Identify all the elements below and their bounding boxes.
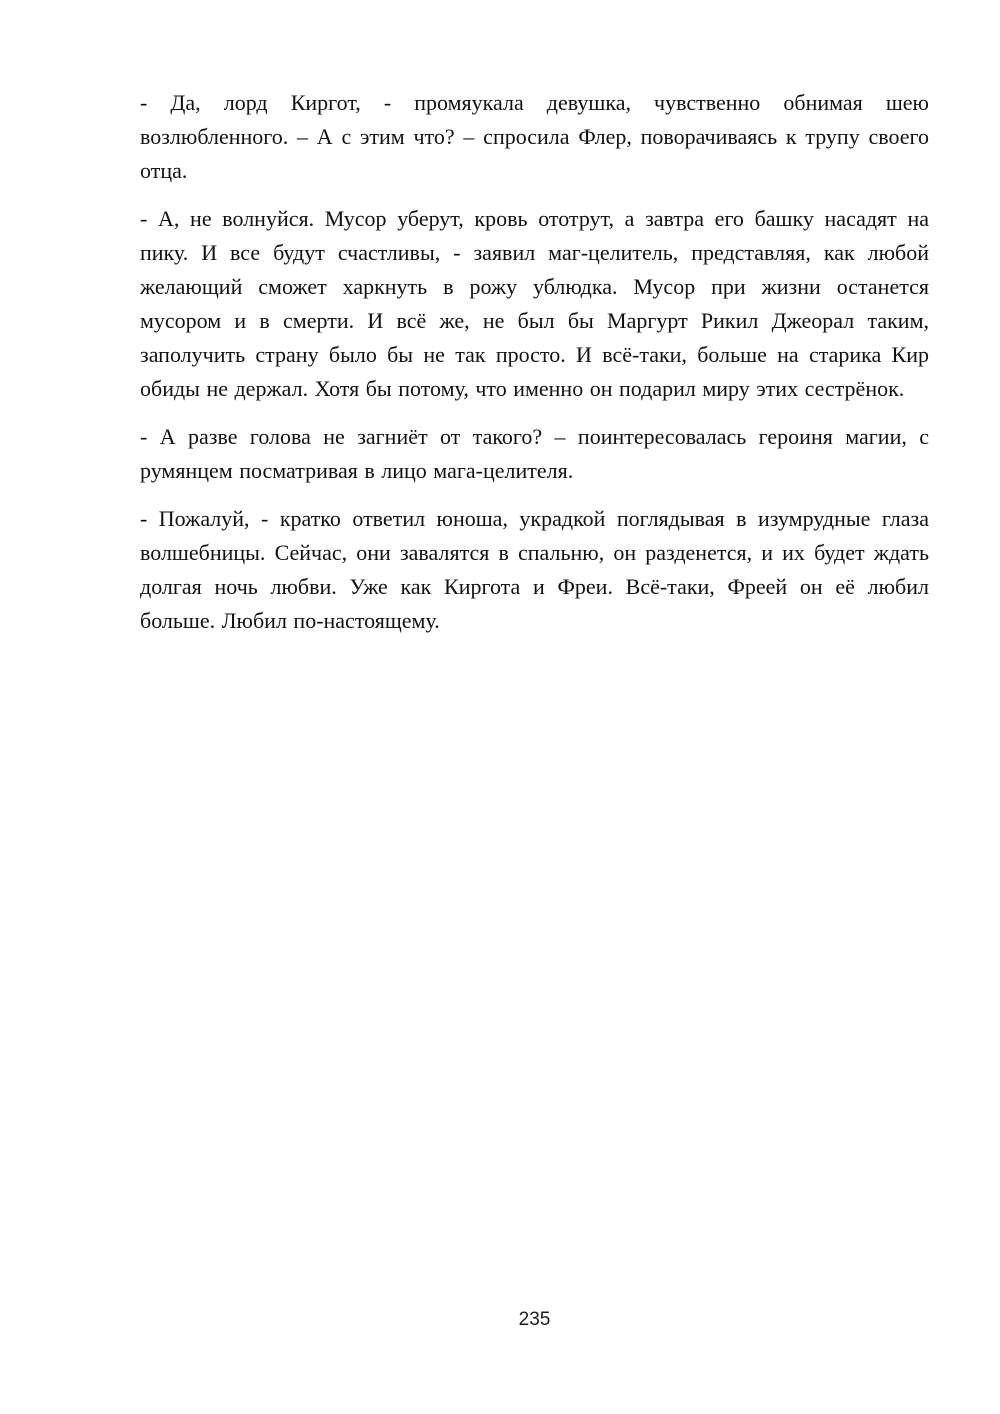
paragraph-2: - А, не волнуйся. Мусор уберут, кровь ототрут, а завтра его башку насадят на пику. И все будут счастливы, - заявил маг-целитель, представляя, как любой желающий сможет харкнуть в рожу ублюдка. Мусор при жизни останется мусором и в смерти. И всё же, не был бы Маргурт Рикил Джеорал таким, заполучить страну было бы не так просто. И всё-таки, больше на старика Кир обиды не держал. Хотя бы потому, что именно он подарил миру этих сестрёнок. [140,206,929,401]
text-block [140,86,929,652]
paragraph-3: - А разве голова не загниёт от такого? – поинтересовалась героиня магии, с румянцем посматривая в лицо мага-целителя. [140,424,929,483]
page-number: 235 [518,1309,551,1330]
paragraph-4: - Пожалуй, - кратко ответил юноша, украдкой поглядывая в изумрудные глаза волшебницы. Сейчас, они завалятся в спальню, он разденется, и их будет ждать долгая ночь любви. Уже как Киргота и Фреи. Всё-таки, Фреей он её любил больше. Любил по-настоящему. [140,506,929,633]
paragraph-1: - Да, лорд Киргот, - промяукала девушка, чувственно обнимая шею возлюбленного. – А с этим что? – спросила Флер, поворачиваясь к трупу своего отца. [140,90,929,183]
